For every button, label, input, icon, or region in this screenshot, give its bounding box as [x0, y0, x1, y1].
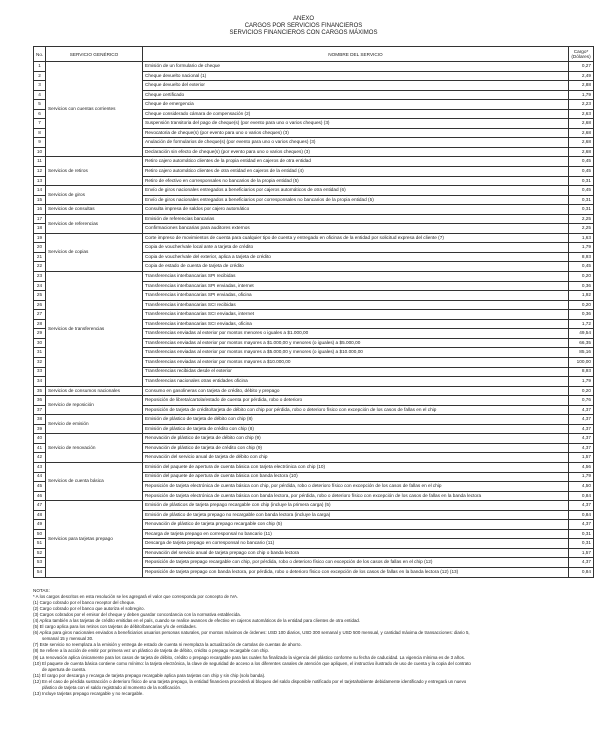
service-name: Emisión de plástico de tarjeta prepago no recargable con banda lectora (incluye la carga): [143, 510, 569, 520]
document-title: CARGOS POR SERVICIOS FINANCIEROS: [244, 23, 363, 29]
service-cost: 2,23: [569, 100, 594, 110]
service-name: Descarga de tarjeta prepago en corresponsal no bancario (11): [143, 539, 569, 549]
service-name: Envío de giros nacionales entregados a beneficiarios por cajeros automáticos de otra entidad (6): [143, 186, 569, 196]
service-name: Transferencias interbancarias SCI enviadas, oficina: [143, 319, 569, 329]
table-row: [34, 205, 594, 215]
service-group-label: Servicios de consultas: [46, 205, 143, 215]
service-group-label: Servicios de referencias: [46, 214, 143, 233]
row-number: 27: [34, 310, 46, 320]
service-cost: 1,79: [569, 90, 594, 100]
service-name: Renovación del servicio anual de tarjeta de débito con chip: [143, 453, 569, 463]
service-name: Transferencias interbancarias SCI enviadas, internet: [143, 310, 569, 320]
row-number: 52: [34, 548, 46, 558]
service-cost: 66,35: [569, 338, 594, 348]
service-cost: 0,84: [569, 510, 594, 520]
service-cost: 0,45: [569, 167, 594, 177]
row-number: 22: [34, 262, 46, 272]
row-number: 30: [34, 338, 46, 348]
service-cost: 4,37: [569, 424, 594, 434]
service-name: Transferencias enviadas al exterior por montos mayores a $10.000,00: [143, 357, 569, 367]
service-group-label: Servicios con cuentas corrientes: [46, 62, 143, 157]
service-group-label: Servicios para tarjetas prepago: [46, 501, 143, 577]
service-name: Reposición de tarjeta prepago con banda lectora, por pérdida, robo o deterioro físico con excepción de los casos de fallas en la banda lectora (12) (13): [143, 567, 569, 577]
service-name: Copia de voucher/vale local ante a tarjeta de crédito: [143, 243, 569, 253]
row-number: 17: [34, 214, 46, 224]
service-name: Consumo en gasolineras con tarjeta de crédito, débito y prepago: [143, 386, 569, 396]
service-group-label: Servicio de renovación: [46, 434, 143, 463]
row-number: 24: [34, 281, 46, 291]
row-number: 11: [34, 157, 46, 167]
service-name: Cheque de emergencia: [143, 100, 569, 110]
table-row: [34, 501, 594, 511]
service-cost: 49,54: [569, 329, 594, 339]
service-group-label: Servicios de copias: [46, 233, 143, 271]
service-name: Revocatoria de cheque(s) (por evento para uno o varios cheques) (3): [143, 128, 569, 138]
row-number: 25: [34, 291, 46, 301]
service-name: Cheque devuelto del exterior: [143, 81, 569, 91]
table-row: [34, 233, 594, 243]
row-number: 47: [34, 501, 46, 511]
row-number: 23: [34, 272, 46, 282]
service-name: Renovación del servicio anual de tarjeta prepago con chip o banda lectora: [143, 548, 569, 558]
service-name: Reposición de tarjeta electrónica de cuenta básica con chip, por pérdida, robo o deterioro físico con excepción de los casos de fallas en el chip: [143, 482, 569, 492]
note-line: (2) Cargo cobrado por el banco que autoriza el sobregiro.: [33, 606, 145, 612]
service-group-label: Servicios de retiros: [46, 157, 143, 186]
service-name: Transferencias enviadas al exterior por montos mayores a $1.000,00 y menores (o iguales) a $5.000,00: [143, 338, 569, 348]
service-name: Reposición de tarjeta de crédito/tarjeta de débito con chip por pérdida, robo o deterioro físico con excepción de los casos de fallas en el chip: [143, 405, 569, 415]
service-name: Emisión de referencias bancarias: [143, 214, 569, 224]
service-name: Corte impreso de movimientos de cuenta para cualquier tipo de cuenta y entregado en oficinas de la entidad por solicitud expresa del cliente (7): [143, 233, 569, 243]
service-name: Emisión de plástico de tarjeta de débito con chip (8): [143, 415, 569, 425]
row-number: 32: [34, 357, 46, 367]
notes-title: NOTAS:: [33, 588, 50, 593]
row-number: 2: [34, 71, 46, 81]
row-number: 31: [34, 348, 46, 358]
row-number: 3: [34, 81, 46, 91]
row-number: 45: [34, 482, 46, 492]
note-line: * A los cargos descritos en esta resolución se les agregará el valor que corresponda por concepto de IVA.: [33, 594, 239, 600]
note-line: semanal 15 y mensual 30.: [42, 636, 94, 642]
service-cost: 4,37: [569, 501, 594, 511]
row-number: 20: [34, 243, 46, 253]
service-name: Emisión del paquete de apertura de cuenta básica con banda lectora (10): [143, 472, 569, 482]
service-cost: 1,57: [569, 548, 594, 558]
row-number: 50: [34, 529, 46, 539]
col-header-name: NOMBRE DEL SERVICIO: [143, 47, 569, 62]
table-row: [34, 415, 594, 425]
service-name: Renovación de plástico de tarjeta de crédito con chip (9): [143, 443, 569, 453]
row-number: 51: [34, 539, 46, 549]
service-cost: 1,72: [569, 319, 594, 329]
service-cost: 1,92: [569, 291, 594, 301]
service-cost: 1,79: [569, 243, 594, 253]
service-name: Confirmaciones bancarias para auditores externos: [143, 224, 569, 234]
row-number: 46: [34, 491, 46, 501]
service-name: Transferencias recibidas desde el exterior: [143, 367, 569, 377]
row-number: 13: [34, 176, 46, 186]
service-name: Cheque devuelto nacional (1): [143, 71, 569, 81]
service-name: Emisión de plásticos de tarjeta prepago recargable con chip (incluye la primera carga) (5): [143, 501, 569, 511]
service-cost: 0,31: [569, 205, 594, 215]
table-row: [34, 272, 594, 282]
service-cost: 0,84: [569, 491, 594, 501]
service-cost: 1,79: [569, 472, 594, 482]
col-header-group: SERVICIO GENÉRICO: [46, 47, 143, 62]
service-name: Consulta impresa de saldos por cajero automático: [143, 205, 569, 215]
note-line: (6) Aplica para giros nacionales enviados a beneficiarios usuarios personas naturales, por montos máximos de órdenes: USD 100 diarios, USD 300 semanal y USD 500 mensual, y cantidad máxima de transacciones: diario 5,: [33, 630, 470, 636]
service-cost: 0,45: [569, 157, 594, 167]
service-cost: 85,16: [569, 348, 594, 358]
table-row: [34, 462, 594, 472]
row-number: 28: [34, 319, 46, 329]
row-number: 54: [34, 567, 46, 577]
service-name: Retiro de efectivo en corresponsales no bancarios de la propia entidad (5): [143, 176, 569, 186]
service-cost: 0,36: [569, 281, 594, 291]
row-number: 49: [34, 520, 46, 530]
service-cost: 0,31: [569, 529, 594, 539]
service-cost: 2,88: [569, 81, 594, 91]
row-number: 15: [34, 195, 46, 205]
service-cost: 0,76: [569, 396, 594, 406]
row-number: 35: [34, 386, 46, 396]
table-row: [34, 214, 594, 224]
service-cost: 2,49: [569, 71, 594, 81]
row-number: 7: [34, 119, 46, 129]
service-name: Transferencias interbancarias SCI recibidas: [143, 300, 569, 310]
service-cost: 2,25: [569, 224, 594, 234]
row-number: 10: [34, 147, 46, 157]
row-number: 33: [34, 367, 46, 377]
note-line: (11) El cargo por descarga y recarga de tarjeta prepago recargable aplica para tarjetas con chip y sin chip (solo banda).: [33, 672, 266, 678]
row-number: 48: [34, 510, 46, 520]
service-cost: 0,45: [569, 262, 594, 272]
service-cost: 0,27: [569, 62, 594, 72]
service-cost: 0,45: [569, 186, 594, 196]
annex-title: ANEXO: [292, 16, 314, 22]
service-name: Renovación de plástico de tarjeta de débito con chip (9): [143, 434, 569, 444]
service-name: Envío de giros nacionales entregados a beneficiarios por corresponsales no bancarios de la propia entidad (5): [143, 195, 569, 205]
service-group-label: Servicio de emisión: [46, 415, 143, 434]
service-cost: 0,20: [569, 386, 594, 396]
table-row: [34, 434, 594, 444]
service-name: Reposición de tarjeta prepago recargable con chip, por pérdida, robo o deterioro físico con excepción de los casos de fallas en el chip (12): [143, 558, 569, 568]
service-name: Retiro cajero automático clientes de otra entidad en cajeros de la entidad (4): [143, 167, 569, 177]
table-row: [34, 396, 594, 406]
service-name: Renovación de plástico de tarjeta prepago recargable con chip (5): [143, 520, 569, 530]
row-number: 29: [34, 329, 46, 339]
service-cost: 0,20: [569, 300, 594, 310]
service-cost: 0,20: [569, 272, 594, 282]
row-number: 9: [34, 138, 46, 148]
service-cost: 4,50: [569, 482, 594, 492]
row-number: 4: [34, 90, 46, 100]
note-line: (10) El paquete de cuenta básica contiene como mínimo: la tarjeta electrónica, la clave de seguridad de acceso a los diferentes canales de atención que apliquen, el instructivo ilustrado de uso de cuenta y la copia del contrato: [33, 660, 471, 666]
note-line: de apertura de cuenta.: [42, 666, 87, 672]
service-cost: 2,68: [569, 138, 594, 148]
service-cost: 2,63: [569, 109, 594, 119]
row-number: 39: [34, 424, 46, 434]
service-cost: 2,68: [569, 128, 594, 138]
col-header-cost: [569, 47, 594, 62]
row-number: 14: [34, 186, 46, 196]
table-row: [34, 157, 594, 167]
service-cost: 2,68: [569, 147, 594, 157]
service-name: Reposición de libreta/cartola/estado de cuenta por pérdida, robo o deterioro: [143, 396, 569, 406]
service-name: Copia de voucher/vale del exterior, aplica a tarjeta de crédito: [143, 252, 569, 262]
service-cost: 0,31: [569, 176, 594, 186]
row-number: 18: [34, 224, 46, 234]
row-number: 53: [34, 558, 46, 568]
note-line: (1) Cargo cobrado por el banco receptor del cheque.: [33, 600, 136, 606]
row-number: 36: [34, 396, 46, 406]
col-header-no: No.: [34, 47, 46, 62]
row-number: 19: [34, 233, 46, 243]
service-group-label: Servicio de reposición: [46, 396, 143, 415]
table-row: [34, 186, 594, 196]
service-group-label: Servicios de cuenta básica: [46, 462, 143, 500]
row-number: 1: [34, 62, 46, 72]
table-header-row: [34, 47, 594, 62]
row-number: 12: [34, 167, 46, 177]
row-number: 43: [34, 462, 46, 472]
service-cost: 8,93: [569, 252, 594, 262]
note-line: (8) Se refiere a la acción de emitir por primera vez un plástico de tarjeta de débito, crédito o prepago recargable con chip.: [33, 648, 270, 654]
note-line: (5) El cargo aplica para los retiros con tarjetas de débito/bancarias y/o de entidades.: [33, 624, 197, 630]
row-number: 40: [34, 434, 46, 444]
note-line: (7) Este servicio no reemplaza a la emisión y entrega de estado de cuenta ni reemplaza la actualización de cartolas de cuentas de ahorro.: [33, 642, 302, 648]
service-name: Recarga de tarjeta prepago en corresponsal no bancario (11): [143, 529, 569, 539]
note-line: (9) La renovación aplica únicamente para los casos de tarjeta de débito, crédito o prepago recargable para las cuales ha finalizado la vigencia del plástico conforme su fecha de caducidad. La vigencia mínima es de 3 años.: [33, 654, 466, 660]
row-number: 38: [34, 415, 46, 425]
service-cost: 2,25: [569, 214, 594, 224]
row-number: 8: [34, 128, 46, 138]
service-group-label: Servicios de transferencias: [46, 272, 143, 387]
note-line: (12) En el caso de pérdida sustracción o deterioro físico de una tarjeta prepago, la entidad financiera procederá al bloqueo del saldo disponible notificado por el tarjetahabiente debidamente identificado y entregará un nuevo: [33, 678, 467, 684]
service-cost: 4,37: [569, 405, 594, 415]
service-name: Transferencias interbancarias SPI enviadas, internet: [143, 281, 569, 291]
service-name: Suspensión transitoria del pago de cheque(s) (por evento para uno o varios cheques) (3): [143, 119, 569, 129]
service-cost: 4,37: [569, 443, 594, 453]
service-name: Emisión de un formulario de cheque: [143, 62, 569, 72]
service-name: Emisión de plástico de tarjeta de crédito con chip (8): [143, 424, 569, 434]
service-name: Cheque considerado cámara de compensación (2): [143, 109, 569, 119]
service-name: Emisión del paquete de apertura de cuenta básica con tarjeta electrónica con chip (10): [143, 462, 569, 472]
service-cost: 0,31: [569, 539, 594, 549]
service-cost: 0,84: [569, 567, 594, 577]
row-number: 26: [34, 300, 46, 310]
services-table: [33, 46, 594, 578]
table-row: [34, 62, 594, 72]
row-number: 41: [34, 443, 46, 453]
service-name: Transferencias interbancarias SPI enviadas, oficina: [143, 291, 569, 301]
row-number: 6: [34, 109, 46, 119]
note-line: plástico de tarjeta con el saldo registrado al momento de la notificación.: [42, 684, 182, 690]
table-row: [34, 386, 594, 396]
service-cost: 4,37: [569, 558, 594, 568]
service-cost: 2,68: [569, 119, 594, 129]
service-name: Cheque certificado: [143, 90, 569, 100]
note-line: (4) Aplica también a las tarjetas de crédito emitidas en el país, cuando se realice avances de efectivo en cajeros automáticos de la entidad para clientes de otra entidad.: [33, 618, 361, 624]
service-name: Reposición de tarjeta electrónica de cuenta básica con banda lectora, por pérdida, robo o deterioro físico con excepción de los casos de fallas en la banda lectora: [143, 491, 569, 501]
service-name: Retiro cajero automático clientes de la propia entidad en cajeros de otra entidad: [143, 157, 569, 167]
service-cost: 1,63: [569, 233, 594, 243]
note-line: (3) Cargos cobrados por el emisor del cheque y deben guardar concordancia con la normativa establecida.: [33, 612, 241, 618]
note-line: (13) Incluye tarjetas prepago recargable y no recargable.: [33, 690, 144, 696]
row-number: 42: [34, 453, 46, 463]
row-number: 37: [34, 405, 46, 415]
service-cost: 4,56: [569, 462, 594, 472]
notes-section: [33, 588, 599, 697]
service-name: Transferencias nacionales otras entidades oficina: [143, 377, 569, 387]
service-name: Transferencias interbancarias SPI recibidas: [143, 272, 569, 282]
service-cost: 4,37: [569, 434, 594, 444]
service-cost: 1,57: [569, 453, 594, 463]
row-number: 34: [34, 377, 46, 387]
service-cost: 0,36: [569, 310, 594, 320]
table-body: [34, 62, 594, 578]
service-cost: 1,79: [569, 377, 594, 387]
row-number: 5: [34, 100, 46, 110]
service-name: Copia de estado de cuenta de tarjeta de crédito: [143, 262, 569, 272]
service-cost: 8,93: [569, 367, 594, 377]
service-cost: 0,31: [569, 195, 594, 205]
service-name: Transferencias enviadas al exterior por montos mayores a $5.000,00 y menores (o iguales) a $10.000,00: [143, 348, 569, 358]
service-cost: 100,00: [569, 357, 594, 367]
row-number: 16: [34, 205, 46, 215]
row-number: 21: [34, 252, 46, 262]
col-header-cost-unit: (Dólares): [571, 54, 591, 59]
service-group-label: Servicios de giros: [46, 186, 143, 205]
document-subtitle: SERVICIOS FINANCIEROS CON CARGOS MÁXIMOS: [229, 30, 378, 36]
service-name: Transferencias enviadas al exterior por montos menores o iguales a $1.000,00: [143, 329, 569, 339]
service-name: Anulación de formularios de cheque(s) (por evento para uno o varios cheques) (3): [143, 138, 569, 148]
service-cost: 4,37: [569, 415, 594, 425]
service-cost: 4,37: [569, 520, 594, 530]
row-number: 44: [34, 472, 46, 482]
service-name: Declaración sin efecto de cheque(s) (por evento para uno o varios cheques) (3): [143, 147, 569, 157]
col-header-cost-label: Cargo*: [573, 49, 589, 54]
service-group-label: Servicios de consumos nacionales: [46, 386, 143, 396]
